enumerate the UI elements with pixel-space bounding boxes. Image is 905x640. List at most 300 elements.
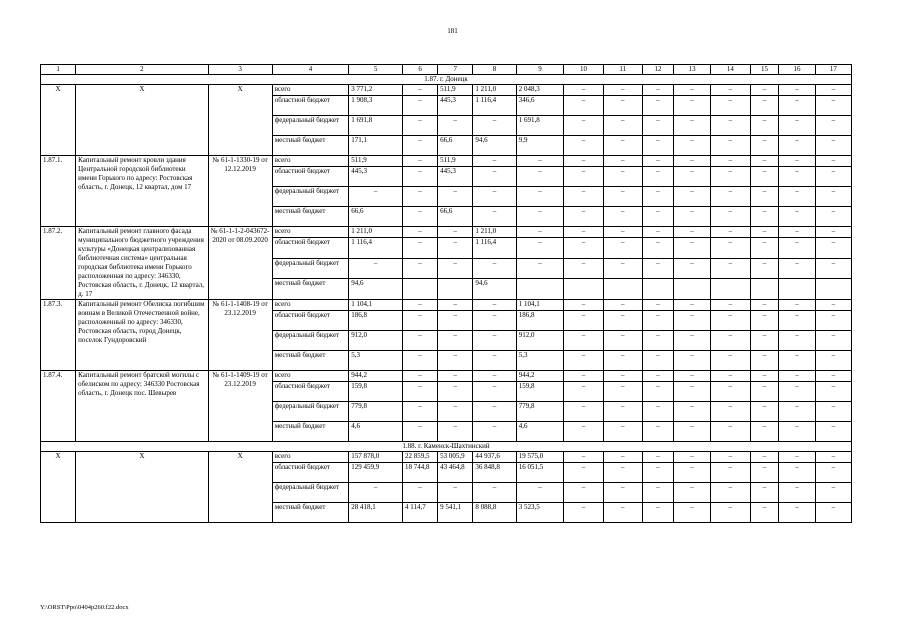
value-cell: – — [779, 258, 815, 279]
value-cell: 944,2 — [516, 371, 564, 382]
value-cell: – — [473, 258, 516, 279]
value-cell: – — [779, 96, 815, 116]
value-cell: – — [473, 422, 516, 442]
value-cell: 1 211,0 — [473, 227, 516, 238]
footer-path: Y:\ORST\Ppo\0404p260.f22.docx — [40, 604, 129, 611]
value-cell: 1 691,8 — [349, 116, 403, 136]
value-cell: – — [779, 452, 815, 463]
budget-type-label: федеральный бюджет — [272, 483, 349, 503]
value-cell: – — [438, 422, 473, 442]
value-cell: – — [403, 207, 438, 227]
budget-type-label: местный бюджет — [272, 207, 349, 227]
value-cell — [711, 279, 750, 300]
value-cell: – — [750, 258, 779, 279]
value-cell — [642, 279, 673, 300]
value-cell: – — [673, 483, 710, 503]
value-cell: – — [750, 371, 779, 382]
value-cell: – — [642, 382, 673, 402]
value-cell: – — [815, 382, 851, 402]
value-cell: – — [673, 85, 710, 96]
value-cell: – — [564, 382, 603, 402]
column-header: 6 — [403, 65, 438, 75]
value-cell: – — [779, 483, 815, 503]
value-cell: 1 104,1 — [349, 300, 403, 311]
value-cell: – — [815, 96, 851, 116]
value-cell: – — [603, 331, 642, 351]
value-cell: – — [711, 300, 750, 311]
value-cell: – — [779, 331, 815, 351]
value-cell: – — [815, 402, 851, 422]
section-title: 1.87. г. Донецк — [41, 75, 852, 85]
value-cell: – — [711, 96, 750, 116]
value-cell: – — [603, 258, 642, 279]
value-cell: – — [642, 227, 673, 238]
value-cell: – — [750, 402, 779, 422]
value-cell: – — [403, 422, 438, 442]
value-cell: – — [438, 238, 473, 259]
value-cell: – — [349, 483, 403, 503]
value-cell: – — [815, 300, 851, 311]
value-cell — [673, 279, 710, 300]
value-cell: 511,9 — [438, 156, 473, 167]
value-cell: – — [815, 351, 851, 371]
value-cell: 44 937,6 — [473, 452, 516, 463]
value-cell: – — [642, 300, 673, 311]
value-cell: – — [603, 402, 642, 422]
value-cell: – — [750, 156, 779, 167]
value-cell: – — [711, 116, 750, 136]
value-cell: – — [438, 227, 473, 238]
value-cell: 66,6 — [349, 207, 403, 227]
value-cell: 4,6 — [349, 422, 403, 442]
column-header: 7 — [438, 65, 473, 75]
value-cell: – — [673, 300, 710, 311]
value-cell: – — [642, 187, 673, 207]
value-cell: – — [642, 167, 673, 187]
value-cell: – — [564, 156, 603, 167]
value-cell: 5,3 — [516, 351, 564, 371]
value-cell: – — [711, 331, 750, 351]
value-cell: – — [711, 463, 750, 483]
budget-table — [40, 64, 852, 523]
value-cell: – — [642, 483, 673, 503]
value-cell: – — [473, 167, 516, 187]
item-description: Капитальный ремонт Обелиска погибшим воинам в Великой Отечественной войне, расположенный по адресу: 346330, Ростовская область, город Донецк, поселок Гундоровский — [76, 300, 208, 371]
value-cell: – — [603, 227, 642, 238]
value-cell: – — [564, 311, 603, 331]
value-cell: 53 005,9 — [438, 452, 473, 463]
value-cell: – — [815, 187, 851, 207]
value-cell: – — [779, 187, 815, 207]
value-cell: – — [564, 96, 603, 116]
table-row — [41, 452, 852, 463]
value-cell: 159,8 — [516, 382, 564, 402]
value-cell: – — [603, 463, 642, 483]
value-cell: – — [779, 422, 815, 442]
value-cell: – — [438, 258, 473, 279]
value-cell: 511,9 — [349, 156, 403, 167]
value-cell: – — [516, 156, 564, 167]
value-cell: – — [815, 311, 851, 331]
value-cell: – — [779, 300, 815, 311]
value-cell: – — [711, 371, 750, 382]
value-cell: – — [642, 85, 673, 96]
value-cell: – — [642, 156, 673, 167]
item-number: 1.87.1. — [41, 156, 76, 227]
budget-type-label: всего — [272, 85, 349, 96]
value-cell: – — [673, 116, 710, 136]
value-cell: – — [673, 452, 710, 463]
value-cell: – — [564, 422, 603, 442]
value-cell: – — [403, 402, 438, 422]
item-number: 1.87.3. — [41, 300, 76, 371]
value-cell: – — [403, 227, 438, 238]
table-row — [41, 300, 852, 311]
item-document: X — [208, 452, 272, 523]
value-cell: 16 051,5 — [516, 463, 564, 483]
value-cell: – — [779, 207, 815, 227]
section-row — [41, 442, 852, 452]
value-cell: – — [711, 156, 750, 167]
value-cell: – — [673, 371, 710, 382]
value-cell: – — [642, 96, 673, 116]
value-cell: – — [779, 382, 815, 402]
item-description: Капитальный ремонт братской могилы с обелиском по адресу: 346330 Ростовская область, г. Донецк пос. Шевырев — [76, 371, 208, 442]
value-cell: – — [815, 207, 851, 227]
value-cell: – — [711, 207, 750, 227]
value-cell: – — [673, 156, 710, 167]
value-cell: – — [711, 258, 750, 279]
value-cell: – — [711, 351, 750, 371]
value-cell — [603, 279, 642, 300]
value-cell: – — [711, 167, 750, 187]
value-cell — [403, 279, 438, 300]
value-cell: – — [750, 136, 779, 156]
item-document: X — [208, 85, 272, 156]
value-cell: – — [750, 85, 779, 96]
value-cell: – — [711, 382, 750, 402]
value-cell: – — [642, 371, 673, 382]
value-cell: 1 116,4 — [473, 238, 516, 259]
value-cell: – — [403, 258, 438, 279]
budget-type-label: федеральный бюджет — [272, 116, 349, 136]
value-cell: – — [438, 351, 473, 371]
value-cell: – — [642, 463, 673, 483]
value-cell: – — [711, 483, 750, 503]
value-cell: – — [603, 116, 642, 136]
value-cell: – — [779, 85, 815, 96]
value-cell: – — [815, 238, 851, 259]
value-cell: – — [516, 258, 564, 279]
value-cell: – — [516, 483, 564, 503]
value-cell: – — [815, 136, 851, 156]
value-cell: – — [438, 331, 473, 351]
value-cell: – — [603, 452, 642, 463]
value-cell: – — [564, 85, 603, 96]
column-header: 13 — [673, 65, 710, 75]
header-row — [41, 65, 852, 75]
value-cell: – — [603, 382, 642, 402]
value-cell: – — [673, 402, 710, 422]
value-cell: – — [473, 207, 516, 227]
value-cell: 1 211,0 — [473, 85, 516, 96]
value-cell: – — [564, 331, 603, 351]
value-cell: 3 523,5 — [516, 503, 564, 523]
value-cell: – — [403, 156, 438, 167]
value-cell: 912,0 — [349, 331, 403, 351]
item-document: № 61-1-1330-19 от 12.12.2019 — [208, 156, 272, 227]
value-cell: – — [642, 422, 673, 442]
value-cell: – — [750, 452, 779, 463]
value-cell: – — [711, 452, 750, 463]
value-cell: – — [603, 300, 642, 311]
budget-type-label: областной бюджет — [272, 238, 349, 259]
value-cell — [564, 279, 603, 300]
value-cell: – — [750, 238, 779, 259]
budget-type-label: федеральный бюджет — [272, 402, 349, 422]
value-cell — [438, 279, 473, 300]
value-cell: 159,8 — [349, 382, 403, 402]
value-cell: – — [603, 311, 642, 331]
value-cell: – — [438, 371, 473, 382]
value-cell: – — [516, 207, 564, 227]
budget-type-label: областной бюджет — [272, 382, 349, 402]
column-header: 12 — [642, 65, 673, 75]
value-cell: 5,3 — [349, 351, 403, 371]
value-cell: – — [438, 402, 473, 422]
value-cell: 157 878,0 — [349, 452, 403, 463]
value-cell: – — [403, 187, 438, 207]
budget-type-label: областной бюджет — [272, 463, 349, 483]
value-cell: – — [438, 483, 473, 503]
budget-type-label: областной бюджет — [272, 311, 349, 331]
value-cell: 66,6 — [438, 207, 473, 227]
value-cell: – — [642, 402, 673, 422]
item-number: X — [41, 452, 76, 523]
value-cell: – — [673, 422, 710, 442]
value-cell: – — [711, 503, 750, 523]
value-cell — [516, 279, 564, 300]
value-cell: – — [603, 96, 642, 116]
value-cell: – — [642, 258, 673, 279]
value-cell: 1 691,8 — [516, 116, 564, 136]
value-cell: 912,0 — [516, 331, 564, 351]
value-cell: – — [473, 371, 516, 382]
value-cell: – — [750, 351, 779, 371]
value-cell: – — [403, 331, 438, 351]
column-header: 5 — [349, 65, 403, 75]
value-cell: – — [779, 463, 815, 483]
value-cell: 8 088,8 — [473, 503, 516, 523]
value-cell: – — [403, 300, 438, 311]
column-header: 1 — [41, 65, 76, 75]
value-cell: – — [473, 187, 516, 207]
value-cell: – — [473, 402, 516, 422]
value-cell: – — [564, 503, 603, 523]
value-cell: – — [673, 351, 710, 371]
value-cell: – — [779, 351, 815, 371]
value-cell: – — [779, 238, 815, 259]
value-cell: – — [438, 300, 473, 311]
value-cell: – — [711, 187, 750, 207]
value-cell: 186,8 — [516, 311, 564, 331]
value-cell: – — [642, 331, 673, 351]
value-cell — [750, 279, 779, 300]
value-cell: – — [564, 371, 603, 382]
value-cell: – — [564, 207, 603, 227]
value-cell: – — [642, 452, 673, 463]
value-cell: 9 541,1 — [438, 503, 473, 523]
value-cell: – — [750, 167, 779, 187]
table-body — [41, 65, 852, 523]
value-cell: 19 575,0 — [516, 452, 564, 463]
value-cell: 4 114,7 — [403, 503, 438, 523]
value-cell: – — [779, 156, 815, 167]
value-cell: – — [815, 85, 851, 96]
value-cell: – — [403, 136, 438, 156]
value-cell: 18 744,8 — [403, 463, 438, 483]
value-cell: – — [349, 258, 403, 279]
value-cell: – — [403, 351, 438, 371]
value-cell: – — [603, 167, 642, 187]
item-document: № 61-1-1-2-043672-2020 от 08.09.2020 — [208, 227, 272, 300]
table-row — [41, 371, 852, 382]
item-number: 1.87.4. — [41, 371, 76, 442]
column-header: 4 — [272, 65, 349, 75]
value-cell: – — [815, 258, 851, 279]
item-number: 1.87.2. — [41, 227, 76, 300]
value-cell: 779,8 — [516, 402, 564, 422]
value-cell: – — [603, 503, 642, 523]
value-cell: 445,3 — [438, 96, 473, 116]
value-cell: – — [403, 238, 438, 259]
value-cell: – — [815, 503, 851, 523]
value-cell: – — [711, 227, 750, 238]
budget-type-label: местный бюджет — [272, 503, 349, 523]
value-cell: – — [673, 207, 710, 227]
budget-type-label: местный бюджет — [272, 136, 349, 156]
value-cell: – — [564, 116, 603, 136]
value-cell: – — [564, 187, 603, 207]
value-cell: – — [564, 351, 603, 371]
value-cell — [779, 279, 815, 300]
value-cell: – — [564, 227, 603, 238]
budget-type-label: федеральный бюджет — [272, 258, 349, 279]
value-cell: – — [642, 207, 673, 227]
value-cell: – — [673, 136, 710, 156]
value-cell: – — [473, 331, 516, 351]
value-cell: – — [750, 422, 779, 442]
column-header: 9 — [516, 65, 564, 75]
column-header: 14 — [711, 65, 750, 75]
budget-type-label: местный бюджет — [272, 279, 349, 300]
value-cell: – — [815, 422, 851, 442]
value-cell: – — [673, 463, 710, 483]
value-cell: – — [564, 402, 603, 422]
value-cell: – — [673, 96, 710, 116]
value-cell: 511,9 — [438, 85, 473, 96]
item-description: Капитальный ремонт кровли здания Центральной городской библиотеки имени Горького по адресу: Ростовская область, г. Донецк, 12 квартал, дом 17 — [76, 156, 208, 227]
budget-type-label: федеральный бюджет — [272, 187, 349, 207]
value-cell: – — [438, 382, 473, 402]
value-cell: – — [815, 227, 851, 238]
value-cell: – — [779, 503, 815, 523]
value-cell: – — [711, 311, 750, 331]
value-cell: – — [673, 258, 710, 279]
value-cell: – — [750, 187, 779, 207]
value-cell: 94,6 — [473, 136, 516, 156]
value-cell: 94,6 — [473, 279, 516, 300]
value-cell: – — [564, 452, 603, 463]
value-cell: 3 771,2 — [349, 85, 403, 96]
value-cell: – — [750, 483, 779, 503]
budget-type-label: всего — [272, 300, 349, 311]
value-cell: – — [750, 311, 779, 331]
value-cell: – — [473, 300, 516, 311]
value-cell: – — [403, 167, 438, 187]
value-cell: – — [473, 311, 516, 331]
value-cell: – — [815, 452, 851, 463]
item-description: X — [76, 452, 208, 523]
value-cell: – — [779, 371, 815, 382]
value-cell: – — [673, 167, 710, 187]
value-cell: 1 908,3 — [349, 96, 403, 116]
value-cell: – — [711, 238, 750, 259]
value-cell: – — [603, 351, 642, 371]
item-document: № 61-1-1409-19 от 23.12.2019 — [208, 371, 272, 442]
value-cell — [815, 279, 851, 300]
value-cell: – — [815, 167, 851, 187]
value-cell: 445,3 — [438, 167, 473, 187]
value-cell: – — [815, 116, 851, 136]
value-cell: – — [564, 136, 603, 156]
value-cell: 4,6 — [516, 422, 564, 442]
column-header: 10 — [564, 65, 603, 75]
value-cell: – — [779, 167, 815, 187]
budget-type-label: областной бюджет — [272, 96, 349, 116]
value-cell: – — [642, 351, 673, 371]
value-cell: – — [473, 483, 516, 503]
value-cell: 346,6 — [516, 96, 564, 116]
table-row — [41, 227, 852, 238]
value-cell: – — [815, 331, 851, 351]
budget-type-label: всего — [272, 371, 349, 382]
value-cell: 36 848,8 — [473, 463, 516, 483]
section-title: 1.88. г. Каменск-Шахтинский — [41, 442, 852, 452]
value-cell: – — [642, 238, 673, 259]
value-cell: 22 859,5 — [403, 452, 438, 463]
value-cell: – — [473, 351, 516, 371]
value-cell: – — [403, 371, 438, 382]
value-cell: – — [438, 311, 473, 331]
value-cell: – — [603, 483, 642, 503]
value-cell: – — [815, 371, 851, 382]
value-cell: 9,9 — [516, 136, 564, 156]
item-number: X — [41, 85, 76, 156]
budget-type-label: местный бюджет — [272, 351, 349, 371]
column-header: 3 — [208, 65, 272, 75]
value-cell: 28 418,1 — [349, 503, 403, 523]
value-cell: 944,2 — [349, 371, 403, 382]
value-cell: – — [750, 227, 779, 238]
value-cell: 186,8 — [349, 311, 403, 331]
value-cell: – — [673, 311, 710, 331]
value-cell: – — [603, 207, 642, 227]
value-cell: 2 048,3 — [516, 85, 564, 96]
value-cell: – — [603, 371, 642, 382]
budget-type-label: всего — [272, 227, 349, 238]
value-cell: – — [516, 238, 564, 259]
